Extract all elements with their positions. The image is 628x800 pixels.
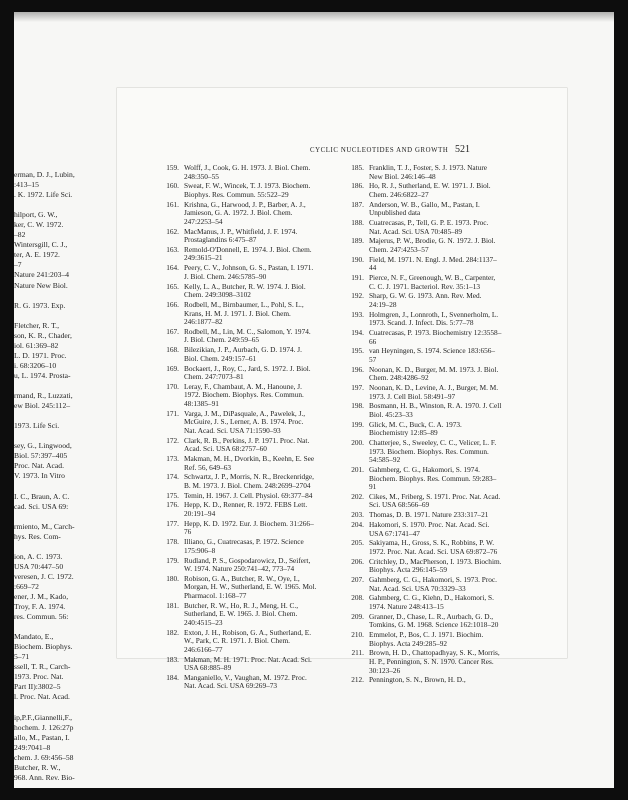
reference-number: 179. (166, 555, 179, 565)
reference-item (162, 246, 317, 263)
reference-item (162, 501, 317, 518)
previous-page-line: Mandato, E., (14, 632, 54, 642)
reference-item (347, 201, 502, 218)
reference-text: van Heyningen, S. 1974. Science 183:656–57 (369, 346, 496, 364)
previous-page-line: 1973. Proc. Nat. (14, 672, 64, 682)
reference-item (162, 283, 317, 300)
previous-page-line: I. C., Braun, A. C. (14, 491, 70, 501)
reference-item (162, 201, 317, 227)
reference-number: 167. (166, 326, 179, 336)
reference-number: 195. (351, 346, 364, 356)
reference-item (347, 539, 502, 556)
reference-item (347, 402, 502, 419)
reference-item (162, 455, 317, 472)
reference-text: Noonan, K. D., Levine, A. J., Burger, M. M. 1973. J. Cell Biol. 58:491–97 (369, 383, 499, 401)
reference-item (347, 466, 502, 492)
reference-text: Critchley, D., MacPherson, I. 1973. Biochim. Biophys. Acta 296:145–59 (369, 556, 502, 575)
reference-item (347, 594, 502, 611)
reference-number: 188. (351, 218, 364, 228)
reference-number: 177. (166, 518, 179, 528)
reference-text: Noonan, K. D., Burger, M. M. 1973. J. Biol. Chem. 248:4286–92 (369, 364, 499, 383)
previous-page-line: i. 68:3206–10 (14, 360, 57, 370)
reference-number: 183. (166, 654, 179, 664)
previous-page-line: Biochem. Biophys. (14, 642, 73, 652)
reference-text: Brown, H. D., Chattopadhyay, S. K., Morris, H. P., Pennington, S. N. 1970. Cancer Res. 30:123–26 (369, 648, 500, 675)
reference-text: MacManus, J. P., Whitfield, J. F. 1974. Prostaglandins 6:475–87 (184, 226, 298, 245)
previous-page-line: –82 (14, 230, 26, 240)
scan-edge-shadow (14, 12, 614, 22)
reference-text: Peery, C. V., Johnson, G. S., Pastan, I. 1971. J. Biol. Chem. 246:5785–90 (184, 263, 314, 281)
reference-number: 164. (166, 263, 179, 273)
previous-page-line: 249:7041–8 (14, 742, 51, 752)
reference-number: 208. (351, 593, 364, 603)
reference-text: Field, M. 1971. N. Engl. J. Med. 284:1137–44 (369, 254, 497, 273)
previous-page-line: ion, A. C. 1973. (14, 551, 63, 561)
reference-text: Robison, G. A., Butcher, R. W., Oye, I., Morgan, H. W., Sutherland, E. W. 1965. Mol. Pharmacol. 1:168–77 (184, 573, 317, 600)
reference-number: 190. (351, 254, 364, 264)
previous-page-line (14, 200, 114, 210)
previous-page-line (14, 512, 114, 522)
previous-page-line: :669–72 (14, 581, 39, 591)
reference-text: Rudland, P. S., Gospodarowicz, D., Seifert, W. 1974. Nature 250:741–42, 773–74 (184, 555, 311, 574)
reference-text: Emmelot, P., Bos, C. J. 1971. Biochim. Biophys. Acta 249:285–92 (369, 630, 484, 648)
reference-number: 207. (351, 575, 364, 585)
reference-number: 187. (351, 199, 364, 209)
reference-item (162, 520, 317, 537)
reference-text: Hepp, K. D., Renner, R. 1972. FEBS Lett. 20:191–94 (184, 500, 308, 519)
running-head: CYCLIC NUCLEOTIDES AND GROWTH (310, 147, 449, 154)
previous-page-line: rmand, R., Luzzati, (14, 391, 73, 401)
reference-text: Granner, D., Chase, L. R., Aurbach, G. D., Tomkins, G. M. 1968. Science 162:1018–20 (369, 611, 499, 630)
reference-item (347, 493, 502, 510)
reference-text: Gahmberg, C. G., Hakomori, S. 1973. Proc. Nat. Acad. Sci. USA 70:3329–33 (369, 575, 497, 593)
reference-number: 197. (351, 383, 364, 393)
previous-page-line: Wintersgill, C. J., (14, 240, 68, 250)
previous-page-line: R. G. 1973. Exp. (14, 300, 66, 310)
reference-text: Makman, M. H., Dvorkin, B., Keehn, E. See Ref. 56, 649–63 (184, 454, 315, 472)
reference-text: Anderson, W. B., Gallo, M., Pastan, I. Unpublished data (369, 199, 480, 218)
reference-text: Cuatrecasas, P., Tell, G. P. E. 1973. Proc. Nat. Acad. Sci. USA 70:485–89 (369, 218, 489, 236)
reference-number: 212. (351, 675, 364, 685)
reference-item (162, 538, 317, 555)
previous-page-line: ew Biol. 245:112– (14, 401, 71, 411)
reference-item (162, 674, 317, 691)
references-column-left (162, 164, 317, 692)
reference-number: 201. (351, 465, 364, 475)
previous-page-line: ker, C. W. 1972. (14, 220, 64, 230)
reference-number: 169. (166, 363, 179, 373)
reference-text: Ho, R. J., Sutherland, E. W. 1971. J. Biol. Chem. 246:6822–27 (369, 181, 491, 199)
previous-page-line: Proc. Nat. Acad. (14, 461, 64, 471)
previous-page-line (14, 481, 114, 491)
previous-page-line: ip,P.F.,Giannelli,F., (14, 712, 73, 722)
reference-number: 193. (351, 309, 364, 319)
reference-text: Hepp, K. D. 1972. Eur. J. Biochem. 31:266–76 (184, 518, 314, 537)
reference-number: 163. (166, 244, 179, 254)
reference-item (347, 292, 502, 309)
reference-text: Remold-O'Donnell, E. 1974. J. Biol. Chem. 249:3615–21 (184, 244, 312, 263)
reference-item (347, 649, 502, 675)
reference-number: 162. (166, 226, 179, 236)
previous-page-line: hochem. J. 126:27p (14, 722, 74, 732)
reference-number: 165. (166, 281, 179, 291)
previous-page-line: u, L. 1974. Prosta- (14, 370, 71, 380)
reference-item (162, 228, 317, 245)
previous-page-line: :413–15 (14, 180, 39, 190)
reference-text: Sakiyama, H., Gross, S. K., Robbins, P. W. 1972. Proc. Nat. Acad. Sci. USA 69:872–76 (369, 538, 498, 556)
previous-page-line (14, 411, 114, 421)
previous-page-line: erman, D. J., Lubin, (14, 170, 75, 179)
reference-text: Leray, F., Chambaut, A. M., Hanoune, J. 1972. Biochem. Biophys. Res. Commun. 48:1385–91 (184, 381, 304, 408)
reference-text: Cikes, M., Friberg, S. 1971. Proc. Nat. Acad. Sci. USA 68:566–69 (369, 491, 501, 510)
reference-item (347, 256, 502, 273)
reference-text: Bockaert, J., Roy, C., Jard, S. 1972. J. Biol. Chem. 247:7073–81 (184, 363, 311, 382)
previous-page-line: V. 1973. In Vitro (14, 471, 65, 481)
reference-text: Holmgren, J., Lonnroth, I., Svennerholm, L. 1973. Scand. J. Infect. Dis. 5:77–78 (369, 309, 499, 328)
reference-number: 192. (351, 291, 364, 301)
reference-text: Illiano, G., Cuatrecasas, P. 1972. Science 175:906–8 (184, 537, 304, 555)
reference-number: 174. (166, 472, 179, 482)
reference-number: 206. (351, 556, 364, 566)
reference-number: 166. (166, 299, 179, 309)
reference-item (162, 410, 317, 436)
reference-text: Bilezikian, J. P., Aurbach, G. D. 1974. J. Biol. Chem. 249:157–61 (184, 345, 302, 363)
previous-page-line: Troy, F. A. 1974. (14, 602, 66, 612)
reference-item (162, 629, 317, 655)
reference-item (162, 602, 317, 628)
reference-number: 210. (351, 630, 364, 640)
previous-page-line (14, 542, 114, 552)
reference-item (162, 328, 317, 345)
reference-text: Rodbell, M., Lin, M. C., Salomon, Y. 1974. J. Biol. Chem. 249:59–65 (184, 326, 311, 345)
reference-item (347, 676, 502, 685)
previous-page-line: ener, J. M., Kado, (14, 591, 69, 601)
reference-text: Sharp, G. W. G. 1973. Ann. Rev. Med. 24:19–28 (369, 291, 482, 309)
reference-number: 203. (351, 510, 364, 520)
previous-page-line: Butcher, R. W., (14, 762, 61, 772)
reference-number: 194. (351, 328, 364, 338)
previous-page-fragment (14, 170, 114, 782)
reference-text: Gahmberg, C. G., Kiehn, D., Hakomori, S. 1974. Nature 248:413–15 (369, 593, 494, 611)
reference-item (162, 473, 317, 490)
reference-number: 181. (166, 600, 179, 610)
reference-text: Thomas, D. B. 1971. Nature 233:317–21 (369, 510, 489, 520)
reference-text: Kelly, L. A., Butcher, R. W. 1974. J. Biol. Chem. 249:3098–3102 (184, 281, 306, 300)
reference-item (347, 164, 502, 181)
reference-text: Pierce, N. F., Greenough, W. B., Carpenter, C. C. J. 1971. Bacteriol. Rev. 35:1–13 (369, 273, 496, 291)
reference-text: Pennington, S. N., Brown, H. D., (369, 675, 466, 685)
reference-number: 178. (166, 537, 179, 547)
reference-text: Majerus, P. W., Brodie, G. N. 1972. J. Biol. Chem. 247:4253–57 (369, 236, 496, 254)
previous-page-line: 968. Ann. Rev. Bio- (14, 772, 75, 782)
reference-text: Butcher, R. W., Ho, R. J., Meng, H. C., Sutherland, E. W. 1965. J. Biol. Chem. 240:4515–23 (184, 600, 299, 627)
reference-text: Wolff, J., Cook, G. H. 1973. J. Biol. Chem. 248:350–55 (184, 163, 311, 181)
reference-text: Manganiello, V., Vaughan, M. 1972. Proc. Nat. Acad. Sci. USA 69:269–73 (184, 672, 307, 691)
previous-page-line: Fletcher, R. T., (14, 320, 59, 330)
reference-number: 168. (166, 345, 179, 355)
previous-page-line: l. Proc. Nat. Acad. (14, 692, 70, 702)
reference-text: Sweat, F. W., Wincek, T. J. 1973. Biochem. Biophys. Res. Commun. 55:522–29 (184, 181, 311, 199)
previous-page-line: 5–71 (14, 652, 30, 662)
reference-item (347, 237, 502, 254)
reference-item (347, 631, 502, 648)
reference-number: 211. (351, 648, 364, 658)
reference-item (347, 558, 502, 575)
reference-item (347, 521, 502, 538)
reference-item (347, 613, 502, 630)
reference-number: 172. (166, 435, 179, 445)
previous-page-line (14, 381, 114, 391)
previous-page-line: –7 (14, 260, 22, 270)
reference-number: 196. (351, 364, 364, 374)
reference-number: 184. (166, 672, 179, 682)
reference-text: Exton, J. H., Robison, G. A., Sutherland, E. W., Park, C. R. 1971. J. Biol. Chem. 246:6166–77 (184, 627, 312, 654)
reference-item (162, 656, 317, 673)
reference-item (347, 576, 502, 593)
previous-page-line: res. Commun. 56: (14, 612, 69, 622)
previous-page-line: chem. J. 69:456–58 (14, 752, 74, 762)
reference-text: Hakomori, S. 1970. Proc. Nat. Acad. Sci. USA 67:1741–47 (369, 520, 490, 538)
reference-number: 176. (166, 500, 179, 510)
reference-item (347, 366, 502, 383)
reference-number: 171. (166, 408, 179, 418)
reference-item (347, 311, 502, 328)
page-number: 521 (455, 144, 470, 155)
reference-text: Gahmberg, C. G., Hakomori, S. 1974. Biochem. Biophys. Res. Commun. 59:283–91 (369, 465, 497, 492)
reference-number: 191. (351, 273, 364, 283)
reference-item (162, 557, 317, 574)
previous-page-line: ssell, T. R., Carch- (14, 662, 71, 672)
previous-page-line: son, K. R., Chader, (14, 330, 72, 340)
reference-text: Makman, M. H. 1971. Proc. Nat. Acad. Sci. USA 68:885–89 (184, 654, 312, 673)
previous-page-line: cad. Sci. USA 69: (14, 501, 69, 511)
reference-item (347, 182, 502, 199)
reference-number: 160. (166, 181, 179, 191)
previous-page-line: USA 70:447–50 (14, 561, 64, 571)
reference-item (162, 301, 317, 327)
previous-page-line: rmiento, M., Carch- (14, 521, 75, 531)
reference-number: 161. (166, 199, 179, 209)
reference-text: Chatterjee, S., Sweeley, C. C., Velicer, L. F. 1973. Biochem. Biophys. Res. Commun. 54:585–92 (369, 438, 497, 465)
reference-number: 185. (351, 163, 364, 172)
reference-number: 199. (351, 419, 364, 429)
previous-page-line (14, 311, 114, 321)
reference-item (162, 365, 317, 382)
previous-page-line (14, 702, 114, 712)
previous-page-line: veresen, J. C. 1972. (14, 571, 74, 581)
reference-item (347, 384, 502, 401)
reference-item (162, 437, 317, 454)
previous-page-line: ter, A. E. 1972. (14, 250, 60, 260)
reference-item (162, 264, 317, 281)
reference-number: 205. (351, 538, 364, 548)
previous-page-line (14, 291, 114, 301)
reference-number: 186. (351, 181, 364, 191)
reference-item (347, 421, 502, 438)
previous-page-line (14, 431, 114, 441)
previous-page-line: 1973. Life Sci. (14, 421, 60, 431)
previous-page-line: Nature New Biol. (14, 280, 68, 290)
reference-item (162, 346, 317, 363)
previous-page-line: L. D. 1971. Proc. (14, 350, 67, 360)
reference-item (162, 575, 317, 601)
reference-text: Krishna, G., Harwood, J. P., Barber, A. J., Jamieson, G. A. 1972. J. Biol. Chem. 247:2253–54 (184, 199, 306, 226)
reference-number: 202. (351, 491, 364, 501)
reference-number: 200. (351, 438, 364, 448)
reference-text: Cuatrecasas, P. 1973. Biochemistry 12:3558–66 (369, 328, 502, 346)
reference-number: 189. (351, 236, 364, 246)
reference-text: Franklin, T. J., Foster, S. J. 1973. Nature New Biol. 246:146–48 (369, 163, 488, 181)
reference-number: 159. (166, 163, 179, 172)
previous-page-line: sey, G., Lingwood, (14, 441, 72, 451)
reference-text: Rodbell, M., Birnbaumer, L., Pohl, S. L., Krans, H. M. J. 1971. J. Biol. Chem. 246:1877–82 (184, 299, 304, 327)
reference-number: 175. (166, 490, 179, 500)
reference-item (347, 219, 502, 236)
previous-page-line: hilport, G. W., (14, 210, 58, 220)
reference-text: Schwartz, J. P., Morris, N. R., Breckenridge, B. M. 1973. J. Biol. Chem. 248:2699–2704 (184, 472, 314, 490)
reference-text: Temin, H. 1967. J. Cell. Physiol. 69:377–84 (184, 490, 313, 500)
reference-item (162, 182, 317, 199)
reference-item (162, 383, 317, 409)
references-column-right (347, 164, 502, 686)
reference-item (347, 511, 502, 520)
reference-text: Bosmann, H. B., Winston, R. A. 1970. J. Cell Biol. 45:23–33 (369, 401, 502, 420)
previous-page-line: . K. 1972. Life Sci. (14, 190, 73, 200)
reference-text: Glick, M. C., Buck, C. A. 1973. Biochemistry 12:85–89 (369, 419, 462, 438)
reference-number: 182. (166, 627, 179, 637)
previous-page-line: iol. 61:369–82 (14, 340, 59, 350)
previous-page-line: Nature 241:203–4 (14, 270, 70, 280)
previous-page-line: allo, M., Pastan, I. (14, 732, 70, 742)
reference-item (162, 164, 317, 181)
previous-page-line: hys. Res. Com- (14, 531, 61, 541)
reference-number: 204. (351, 520, 364, 530)
reference-number: 198. (351, 401, 364, 411)
reference-number: 209. (351, 611, 364, 621)
previous-page-line (14, 622, 114, 632)
reference-item (347, 347, 502, 364)
reference-text: Clark, R. B., Perkins, J. P. 1971. Proc. Nat. Acad. Sci. USA 68:2757–60 (184, 435, 310, 454)
reference-item (347, 329, 502, 346)
reference-item (347, 439, 502, 465)
reference-item (162, 492, 317, 501)
previous-page-line: Part II):3802–5 (14, 682, 61, 692)
reference-number: 180. (166, 573, 179, 583)
reference-number: 173. (166, 454, 179, 463)
previous-page-line: Biol. 57:397–405 (14, 451, 68, 461)
reference-text: Varga, J. M., DiPasquale, A., Pawelek, J., McGuire, J. S., Lerner, A. B. 1974. Proc. Nat. Acad. Sci. USA 71:1590–93 (184, 408, 306, 435)
reference-number: 170. (166, 381, 179, 391)
reference-item (347, 274, 502, 291)
